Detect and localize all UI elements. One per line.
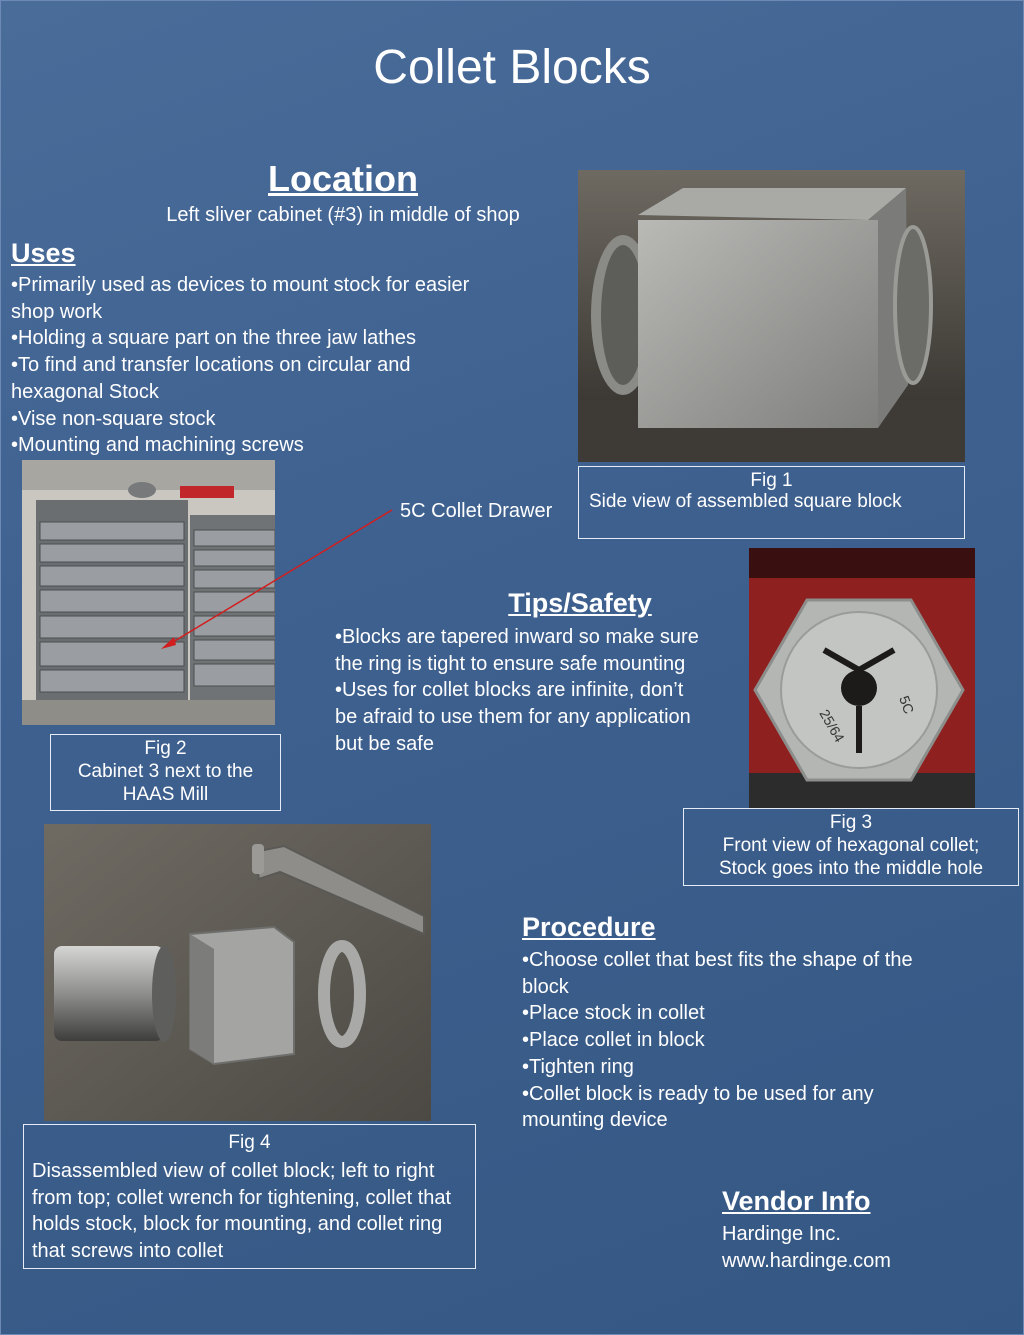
tips-item: •Blocks are tapered inward so make sure the ring is tight to ensure safe mounting [335, 626, 699, 675]
procedure-item: •Place collet in block [522, 1029, 705, 1052]
collet-marking-type: 5C [896, 693, 918, 716]
vendor-url[interactable]: www.hardinge.com [722, 1250, 891, 1272]
tips-heading: Tips/Safety [508, 588, 652, 618]
uses-item: •Primarily used as devices to mount stock for easier shop work [11, 274, 470, 323]
fig3-number: Fig 3 [829, 812, 873, 833]
procedure-item: •Tighten ring [522, 1055, 634, 1078]
collet-marking-size: 25/64 [816, 706, 848, 745]
fig3-text-line2: Stock goes into the middle hole [718, 858, 984, 879]
fig1-text: Side view of assembled square block [589, 491, 902, 512]
uses-item: •Vise non-square stock [11, 407, 216, 430]
fig2-text: Cabinet 3 next to the HAAS Mill [77, 761, 254, 805]
procedure-list [522, 947, 942, 1134]
drawer-label: 5C Collet Drawer [400, 500, 553, 522]
fig4-caption [23, 1124, 476, 1269]
location-text: Left sliver cabinet (#3) in middle of shop [166, 204, 520, 226]
fig4-photo [44, 824, 431, 1121]
uses-item: •Holding a square part on the three jaw lathes [11, 327, 417, 350]
uses-item: •Mounting and machining screws [11, 434, 304, 457]
vendor-heading: Vendor Info [722, 1186, 871, 1216]
vendor-name: Hardinge Inc. [722, 1223, 841, 1245]
fig3-text-line1: Front view of hexagonal collet; [722, 835, 980, 856]
uses-heading: Uses [11, 238, 76, 268]
procedure-item: •Place stock in collet [522, 1002, 705, 1025]
uses-item: •To find and transfer locations on circular and hexagonal Stock [11, 354, 411, 403]
procedure-item: •Collet block is ready to be used for any mounting device [522, 1082, 874, 1132]
fig3-caption [683, 808, 1019, 886]
tips-list [335, 624, 700, 758]
page-title: Collet Blocks [373, 41, 651, 94]
fig4-text: Disassembled view of collet block; left to right from top; collet wrench for tightening, collet that holds stock, block for mounting, and collet ring that screws into collet [32, 1160, 452, 1263]
fig2-number: Fig 2 [144, 738, 187, 759]
fig4-number: Fig 4 [228, 1132, 271, 1153]
fig1-number: Fig 1 [750, 470, 793, 491]
tips-item: •Uses for collet blocks are infinite, don’t be afraid to use them for any application but be safe [335, 679, 691, 755]
location-heading: Location [268, 158, 418, 199]
fig3-photo [749, 548, 975, 808]
procedure-item: •Choose collet that best fits the shape of the block [522, 949, 913, 998]
procedure-heading: Procedure [522, 912, 656, 942]
